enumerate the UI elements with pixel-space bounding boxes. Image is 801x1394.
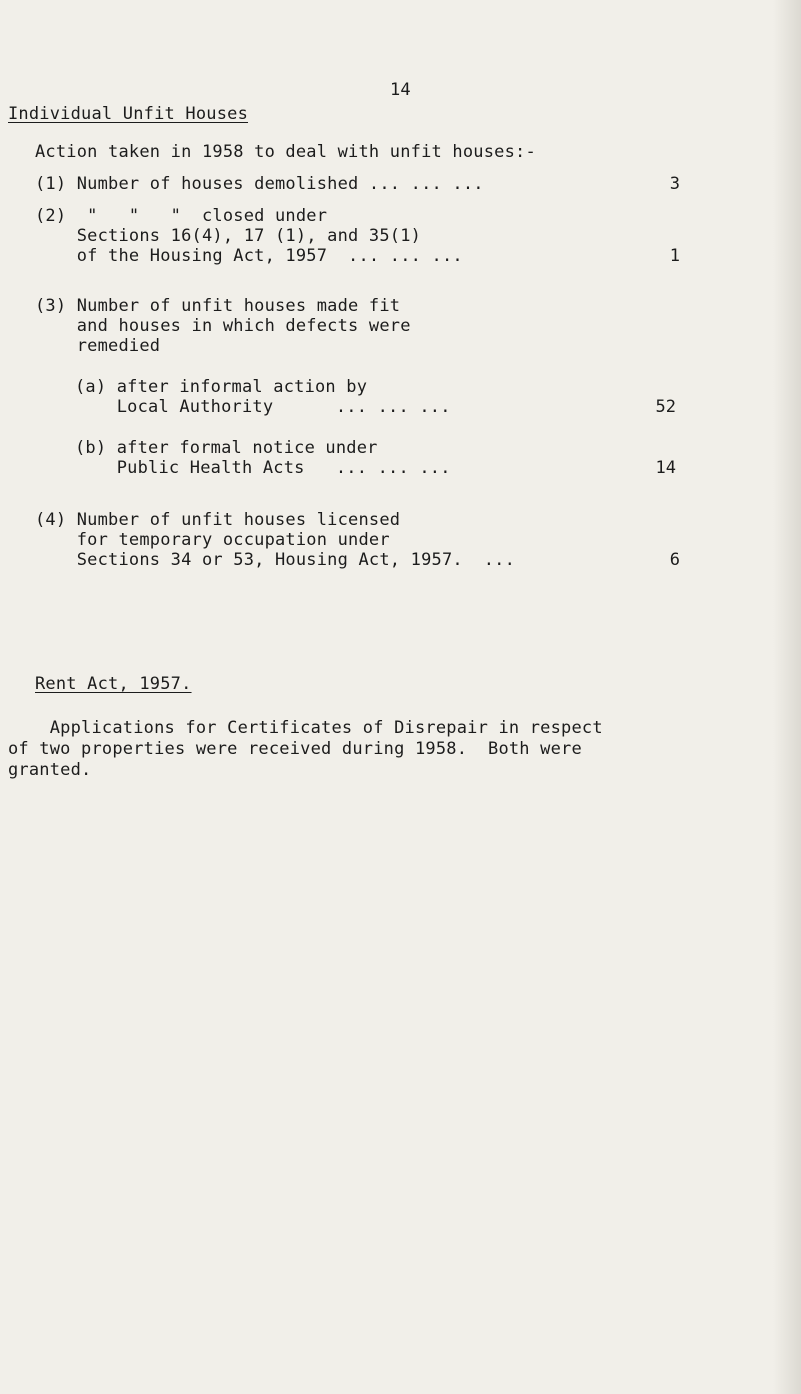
section-heading-unfit-houses: Individual Unfit Houses — [8, 104, 249, 124]
page-number: 14 — [390, 80, 411, 100]
item-4-line-1: (4) Number of unfit houses licensed — [35, 510, 401, 530]
item-4-line-2: for temporary occupation under — [35, 530, 390, 550]
item-2-value: 1 — [669, 246, 680, 266]
paragraph-line-2: of two properties were received during 1958. Both were — [8, 739, 582, 759]
item-2-line-2: Sections 16(4), 17 (1), and 35(1) — [35, 226, 422, 246]
item-1-value: 3 — [669, 174, 680, 194]
intro-line: Action taken in 1958 to deal with unfit houses:- — [35, 142, 536, 162]
page-edge-shadow — [773, 0, 801, 1394]
item-4-value: 6 — [669, 550, 680, 570]
item-3a-line-1: (a) after informal action by — [75, 377, 368, 397]
item-1-line-1: (1) Number of houses demolished ... ... ... — [35, 174, 484, 194]
item-3-line-3: remedied — [35, 336, 161, 356]
item-3a-line-2: Local Authority ... ... ... — [75, 397, 451, 417]
section-heading-rent-act: Rent Act, 1957. — [35, 674, 192, 694]
item-3b-value: 14 — [655, 458, 676, 478]
item-3-line-2: and houses in which defects were — [35, 316, 411, 336]
item-2-line-3: of the Housing Act, 1957 ... ... ... — [35, 246, 463, 266]
item-3b-line-1: (b) after formal notice under — [75, 438, 378, 458]
item-4-line-3: Sections 34 or 53, Housing Act, 1957. ... — [35, 550, 516, 570]
item-3b-line-2: Public Health Acts ... ... ... — [75, 458, 451, 478]
item-2-line-1: (2) " " " closed under — [35, 206, 328, 226]
paragraph-line-3: granted. — [8, 760, 92, 780]
item-3a-value: 52 — [655, 397, 676, 417]
item-3-line-1: (3) Number of unfit houses made fit — [35, 296, 401, 316]
paragraph-line-1: Applications for Certificates of Disrepair in respect — [8, 718, 603, 738]
